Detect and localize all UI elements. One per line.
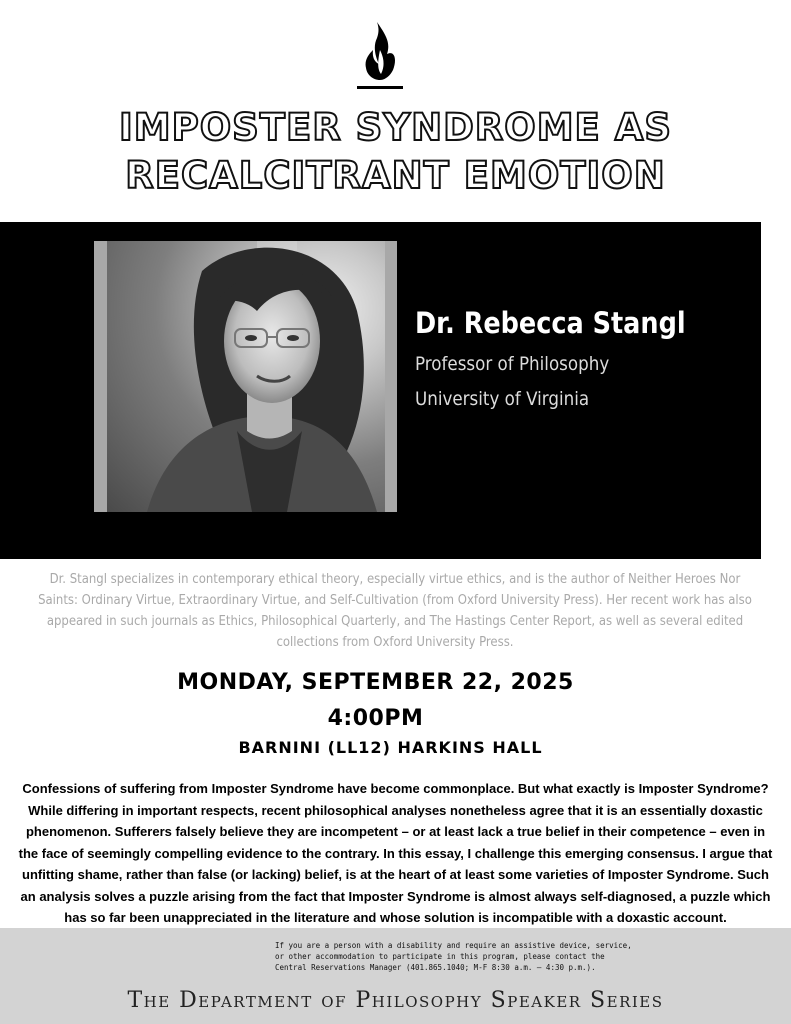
speaker-name: Dr. Rebecca Stangl <box>415 306 686 340</box>
accessibility-note: If you are a person with a disability and require an assistive device, service, or other accommodation to participate in this program, please contact the Central Reservations Manager (401.865.1040; M-F 8:30 a.m. – 4:30 p.m.). <box>275 941 632 972</box>
title-line-1: IMPOSTER SYNDROME AS <box>118 106 672 149</box>
speaker-series-title: The Department of Philosophy Speaker Series <box>127 988 664 1013</box>
event-datetime <box>0 665 751 737</box>
talk-abstract: Confessions of suffering from Imposter Syndrome have become commonplace. But what exactly is Imposter Syndrome? While differing in important respects, recent philosophical analyses nonetheless agree that it is an essentially doxastic phenomenon. Sufferers falsely believe they are incompetent – or at least lack a true belief in their competence – even in the face of seemingly compelling evidence to the contrary. In this essay, I challenge this emerging consensus. I argue that unfitting shame, rather than false (or lacking) belief, is at the heart of at least some varieties of Imposter Syndrome. Such an analysis solves a puzzle arising from the fact that Imposter Syndrome is almost always self-diagnosed, a puzzle which has so far been unappreciated in the literature and whose solution is incompatible with a doxastic account. <box>18 781 773 925</box>
event-title <box>0 104 791 200</box>
title-line-2: RECALCITRANT EMOTION <box>125 154 666 197</box>
speaker-bio: Dr. Stangl specializes in contemporary ethical theory, especially virtue ethics, and is the author of Neither Heroes Nor Saints: Ordinary Virtue, Extraordinary Virtue, and Self-Cultivation (from Oxford University Press). Her recent work has also appeared in such journals as Ethics, Philosophical Quarterly, and The Hastings Center Report, as well as several edited collections from Oxford University Press. <box>38 572 752 650</box>
event-date: MONDAY, SEPTEMBER 22, 2025 <box>177 670 574 695</box>
speaker-portrait <box>107 241 385 512</box>
speaker-position: Professor of Philosophy <box>415 353 610 375</box>
event-time: 4:00PM <box>327 706 424 731</box>
event-location: BARNINI (LL12) HARKINS HALL <box>238 738 543 757</box>
flame-icon <box>355 20 405 92</box>
speaker-institution: University of Virginia <box>415 388 590 410</box>
